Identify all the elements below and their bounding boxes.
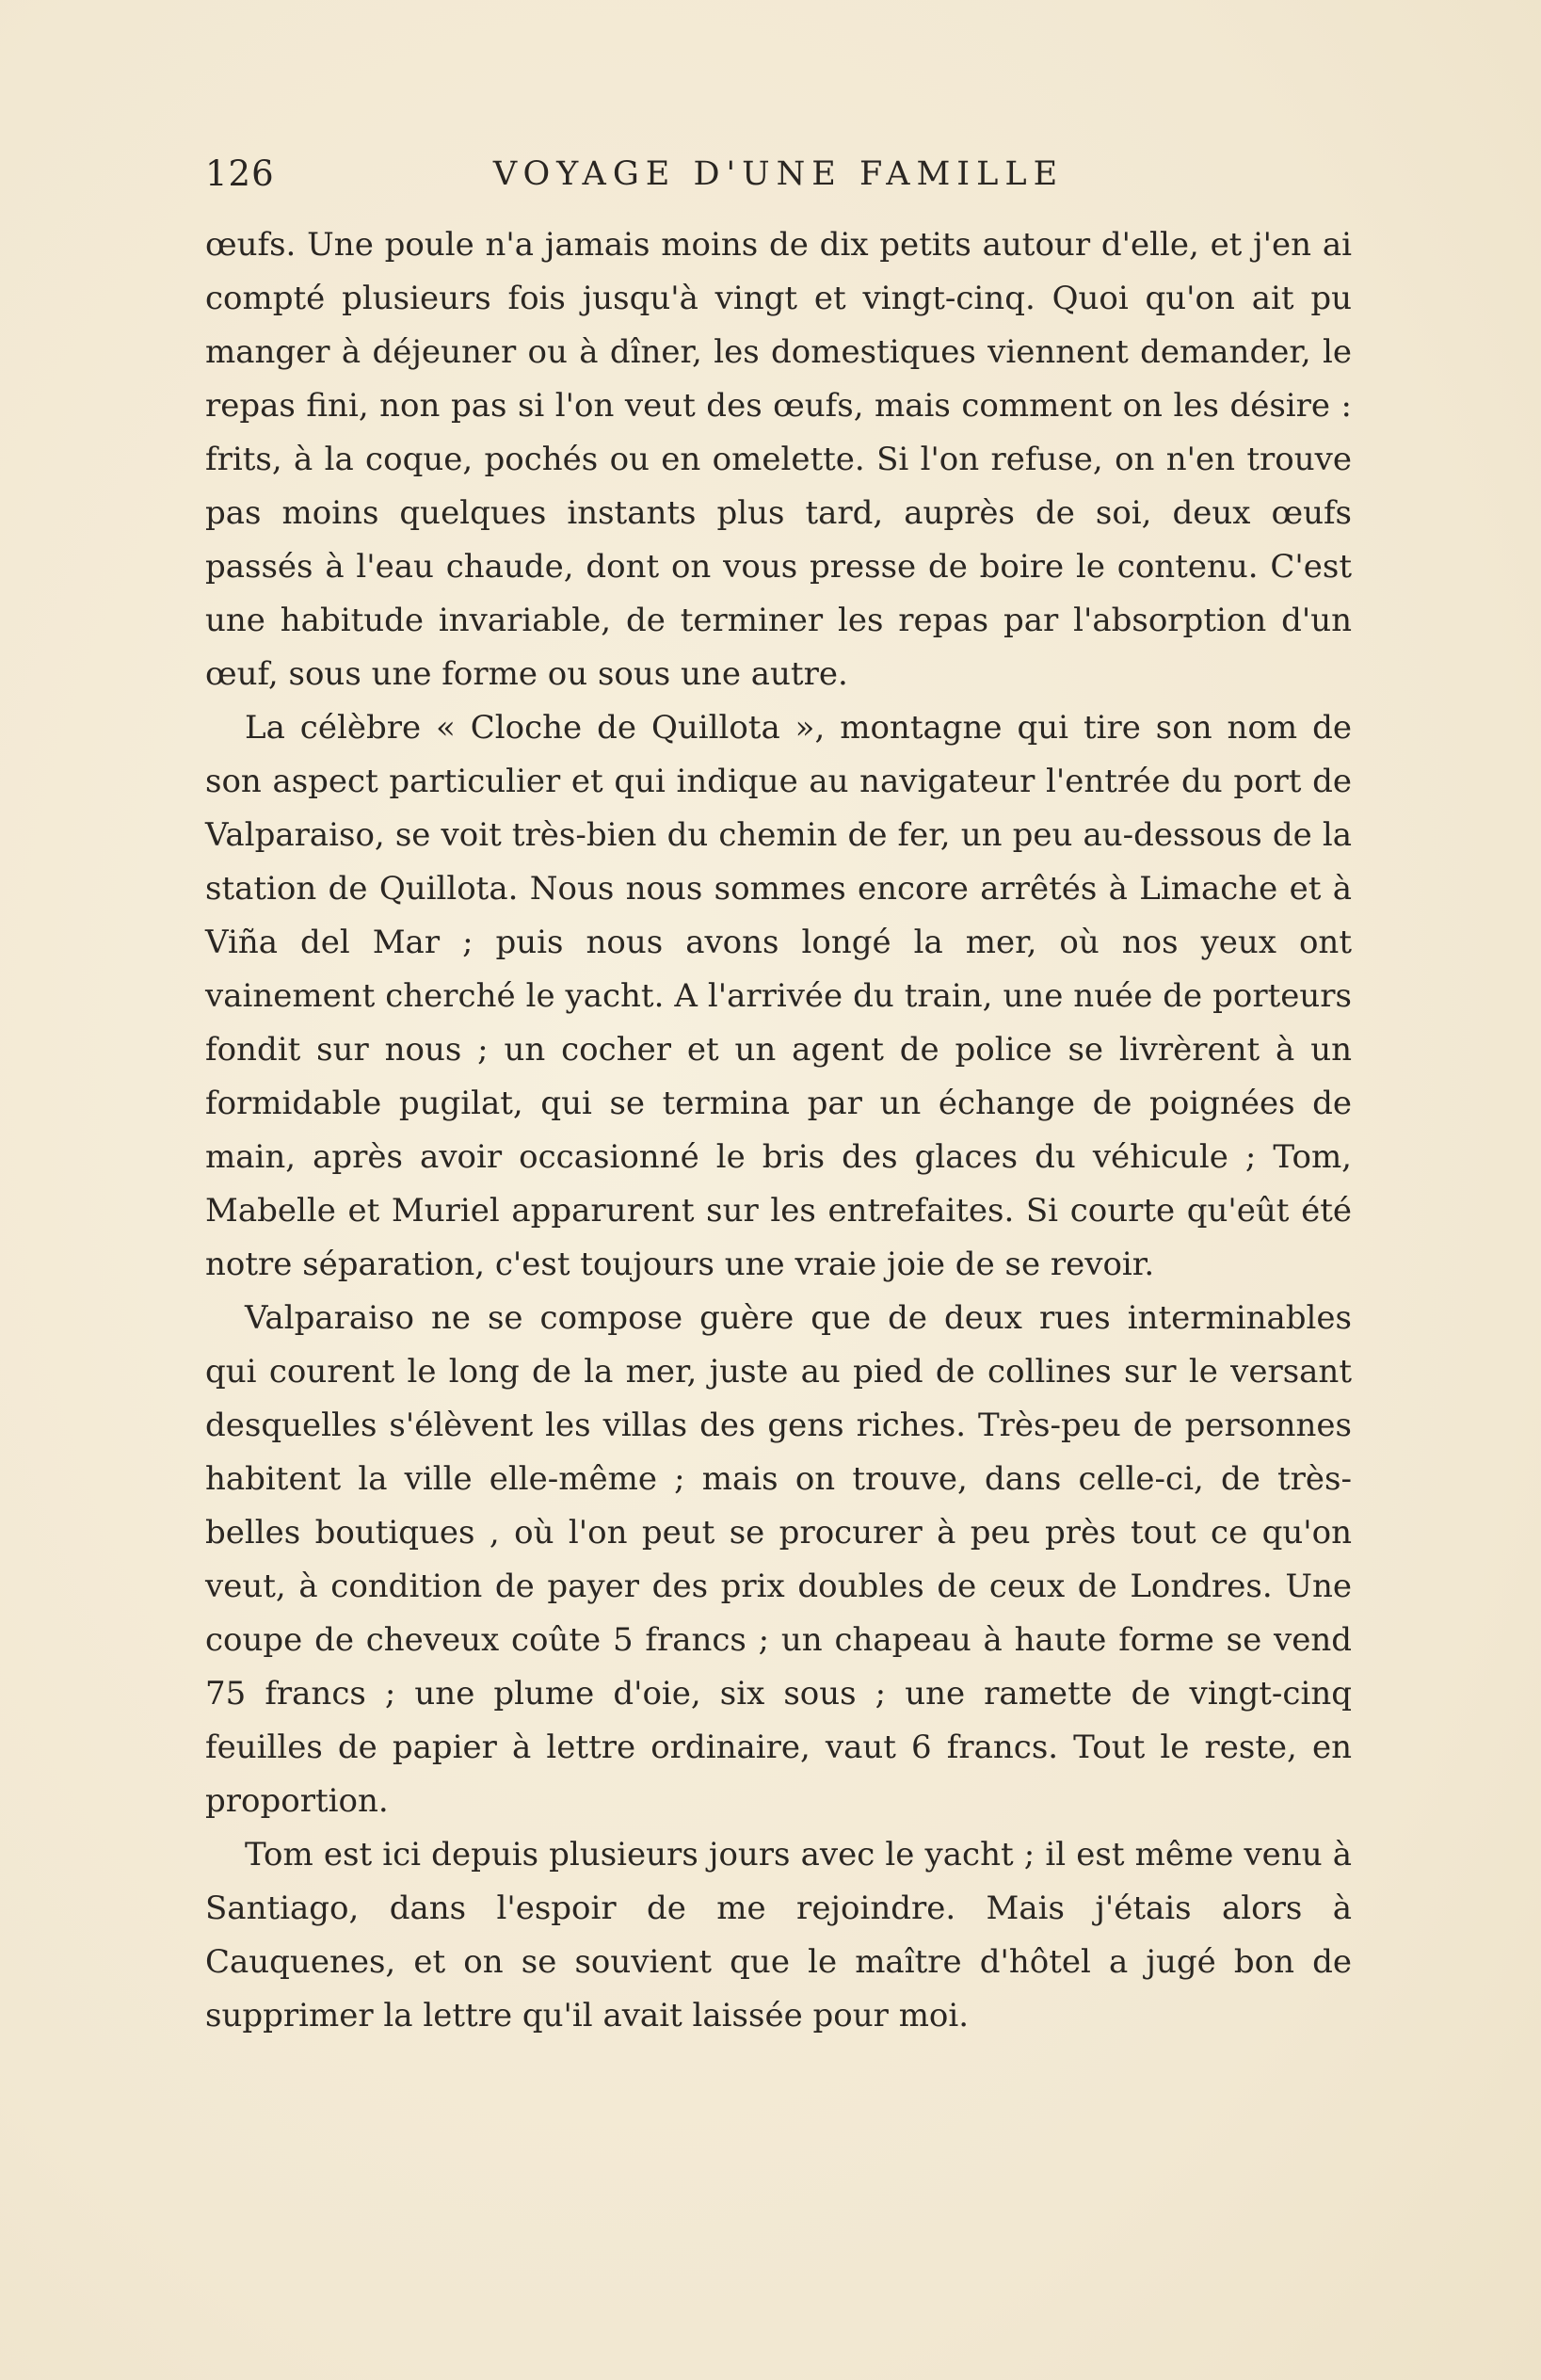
- running-head: VOYAGE D'UNE FAMILLE: [492, 155, 1065, 193]
- paragraph-tom-yacht: Tom est ici depuis plusieurs jours avec le yacht ; il est même venu à Santiago, dans l'espoir de me rejoindre. Mais j'étais alors à Cauquenes, et on se souvient que le maître d'hôtel a jugé bon de supprimer la lettre qu'il avait laissée pour moi.: [205, 1836, 1352, 2034]
- page-number: 126: [205, 153, 275, 194]
- paragraph-eggs: œufs. Une poule n'a jamais moins de dix petits autour d'elle, et j'en ai compté plusieurs fois jusqu'à vingt et vingt-cinq. Quoi qu'on ait pu manger à déjeuner ou à dîner, les domestiques viennent demander, le repas fini, non pas si l'on veut des œufs, mais comment on les désire : frits, à la coque, pochés ou en omelette. Si l'on refuse, on n'en trouve pas moins quelques instants plus tard, auprès de soi, deux œufs passés à l'eau chaude, dont on vous presse de boire le contenu. C'est une habitude invariable, de terminer les repas par l'absorption d'un œuf, sous une forme ou sous une autre.: [205, 226, 1352, 693]
- page-header: [205, 151, 1352, 198]
- paragraph-valparaiso: Valparaiso ne se compose guère que de deux rues interminables qui courent le long de la mer, juste au pied de collines sur le versant desquelles s'élèvent les villas des gens riches. Très-peu de personnes habitent la ville elle-même ; mais on trouve, dans celle-ci, de très-belles boutiques , où l'on peut se procurer à peu près tout ce qu'on veut, à condition de payer des prix doubles de ceux de Londres. Une coupe de cheveux coûte 5 francs ; un chapeau à haute forme se vend 75 francs ; une plume d'oie, six sous ; une ramette de vingt-cinq feuilles de papier à lettre ordinaire, vaut 6 francs. Tout le reste, en proportion.: [205, 1299, 1352, 1820]
- paragraph-cloche-de-quillota: La célèbre « Cloche de Quillota », montagne qui tire son nom de son aspect particulier et qui indique au navigateur l'entrée du port de Valparaiso, se voit très-bien du chemin de fer, un peu au-dessous de la station de Quillota. Nous nous sommes encore arrêtés à Limache et à Viña del Mar ; puis nous avons longé la mer, où nos yeux ont vainement cherché le yacht. A l'arrivée du train, une nuée de porteurs fondit sur nous ; un cocher et un agent de police se livrèrent à un formidable pugilat, qui se termina par un échange de poignées de main, après avoir occasionné le bris des glaces du véhicule ; Tom, Mabelle et Muriel apparurent sur les entrefaites. Si courte qu'eût été notre séparation, c'est toujours une vraie joie de se revoir.: [205, 709, 1352, 1283]
- body-text: [205, 218, 1352, 2043]
